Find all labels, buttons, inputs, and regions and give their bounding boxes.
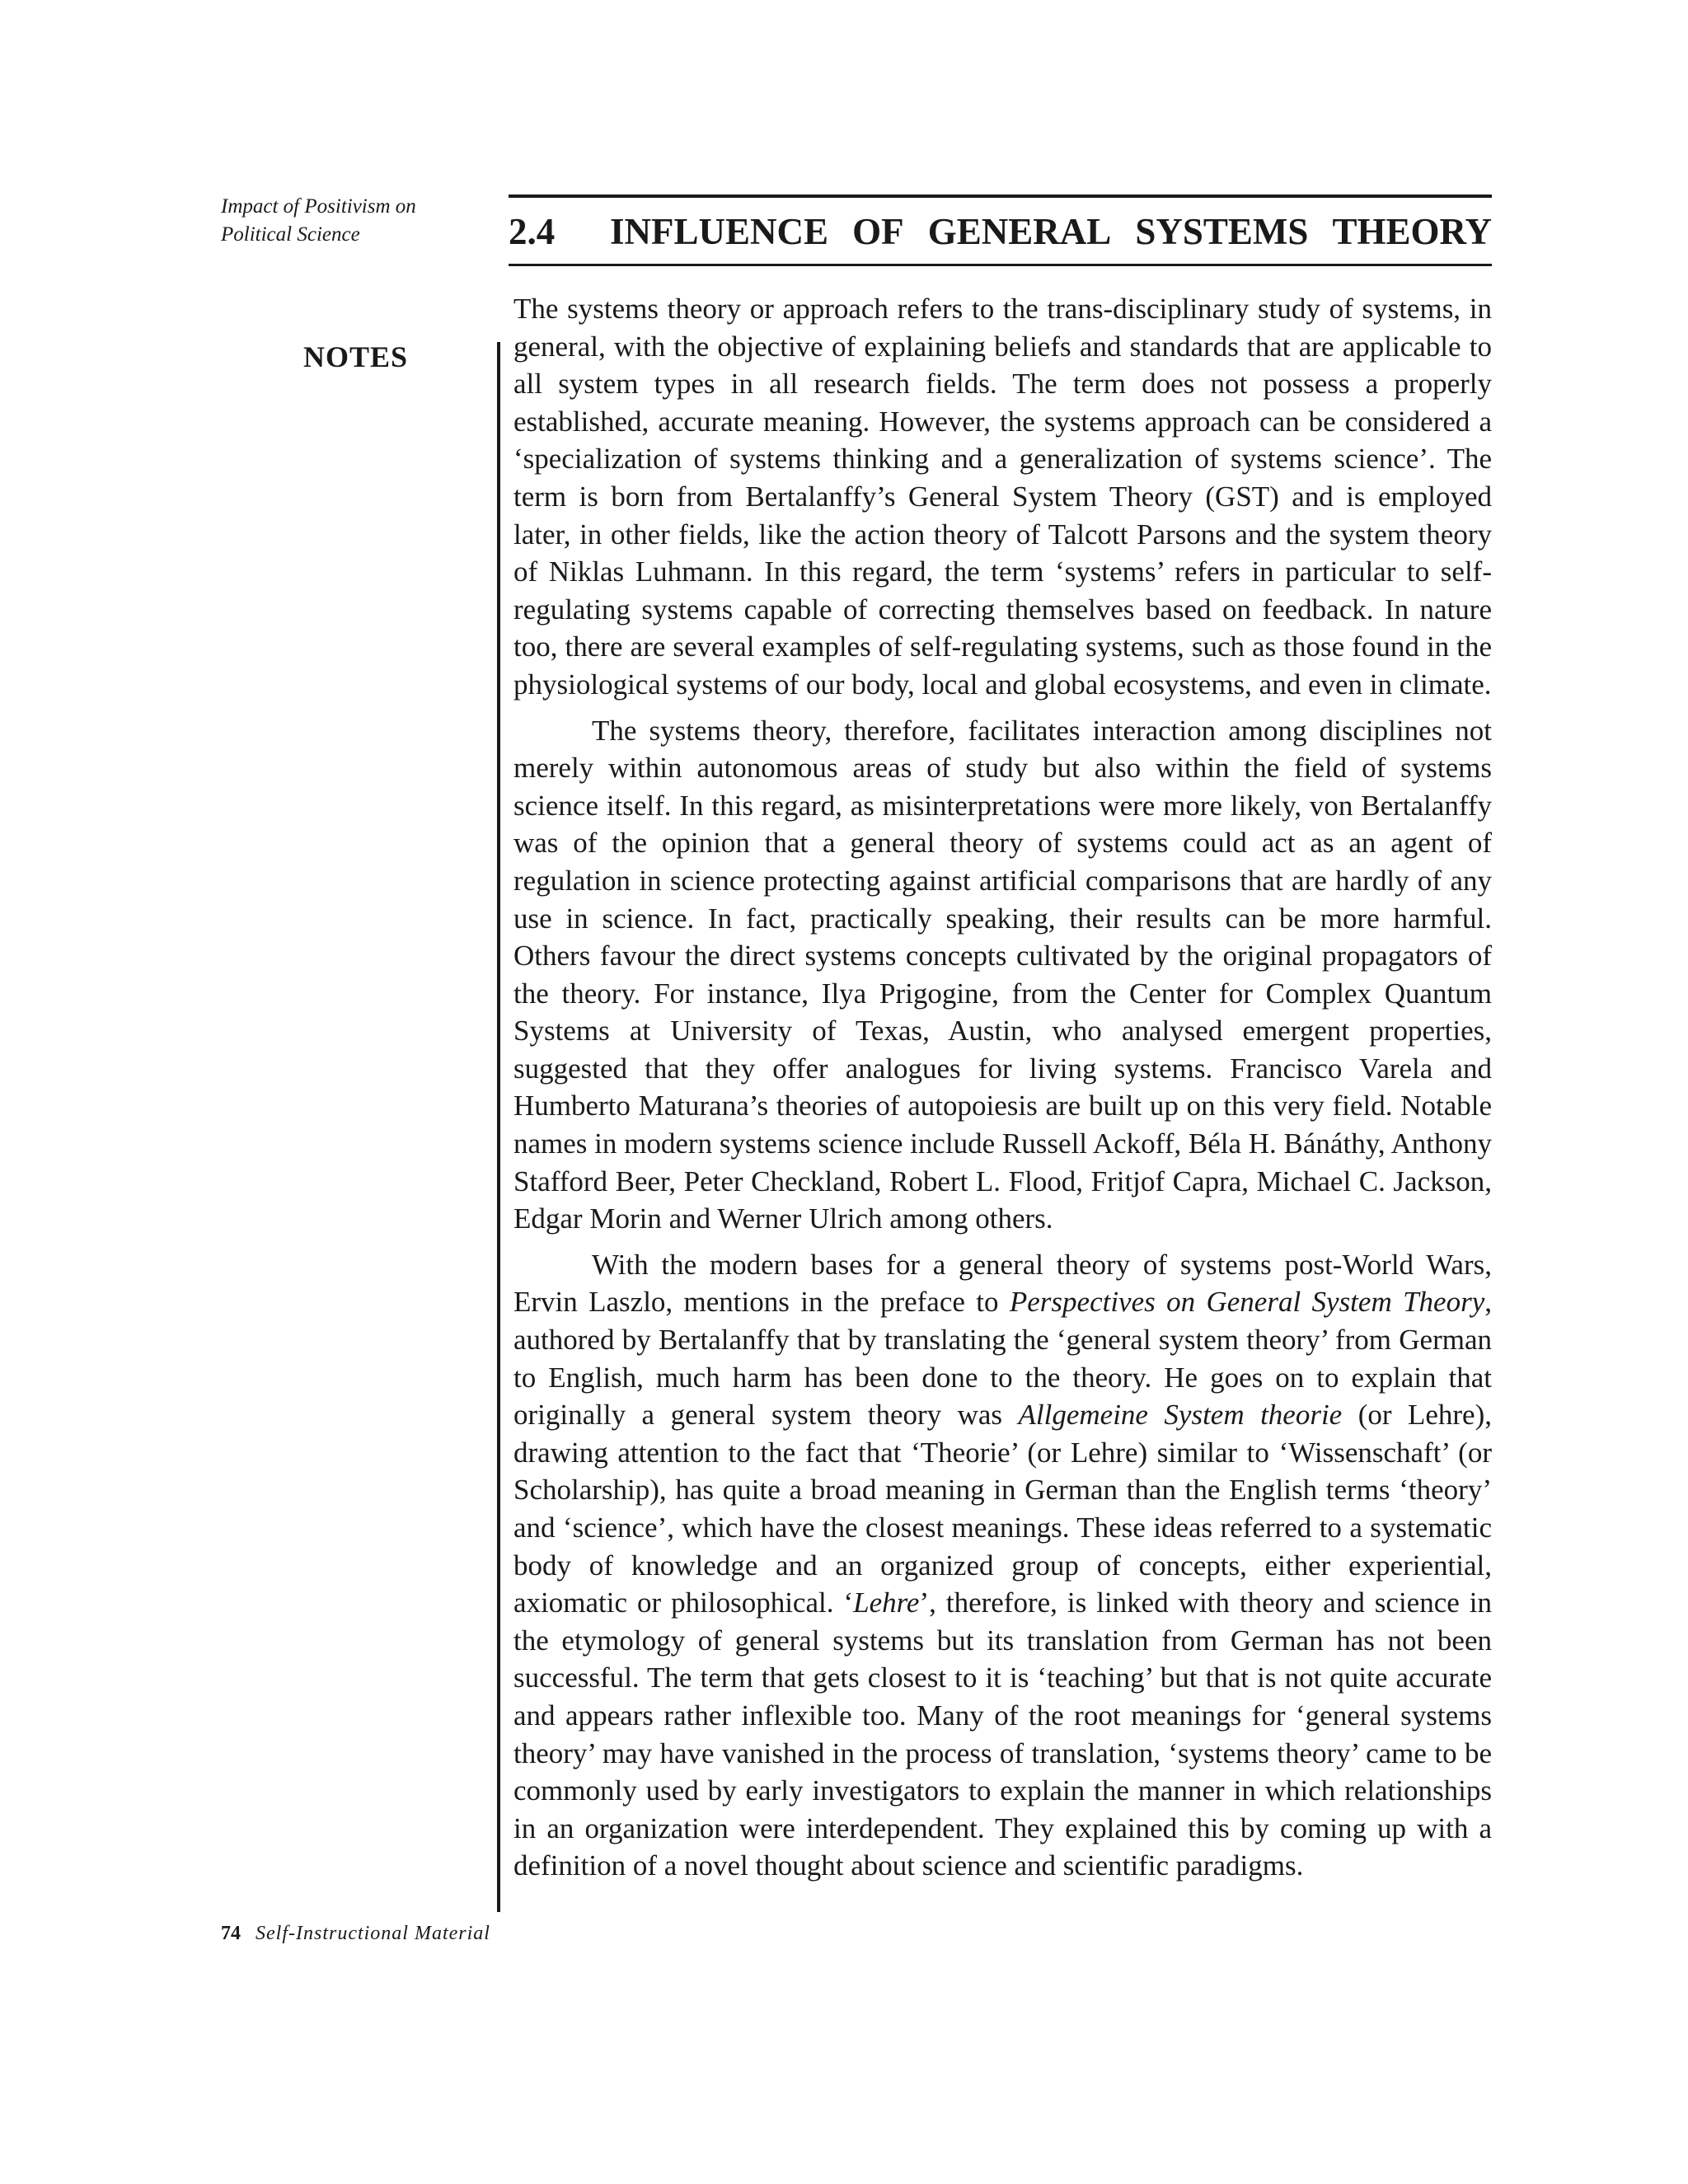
paragraph-3-text: With the modern bases for a general theory of systems post-World Wars, Ervin Laszlo, mentions in the preface to xyxy=(513,1248,1492,1319)
footer-label: Self-Instructional Material xyxy=(256,1923,490,1944)
section-title-word: THEORY xyxy=(1332,211,1492,252)
german-term-italic: Allgemeine System theorie xyxy=(1018,1399,1343,1432)
paragraph-3-text: , authored by Bertalanffy that by translating the ‘general system theory’ from German to English, much harm has been done to the theory. He goes on to explain that originally a general system theory was xyxy=(513,1286,1492,1432)
paragraph-3 xyxy=(513,1246,1492,1885)
running-head-line-1: Impact of Positivism on xyxy=(221,195,416,218)
section-number: 2.4 xyxy=(509,211,556,252)
section-title-word: INFLUENCE xyxy=(610,211,829,252)
running-head xyxy=(221,193,468,249)
heading-top-rule xyxy=(509,194,1492,198)
book-title-italic: Perspectives on General System Theory xyxy=(1009,1286,1485,1319)
section-title xyxy=(610,210,1492,253)
section-title-word: GENERAL xyxy=(927,211,1112,252)
lehre-italic: Lehre xyxy=(853,1586,920,1619)
page-footer xyxy=(221,1923,490,1945)
section-heading xyxy=(509,203,1492,260)
running-head-line-2: Political Science xyxy=(221,223,360,246)
heading-bottom-rule xyxy=(509,264,1492,266)
paragraph-3-text: ’, therefore, is linked with theory and science in the etymology of general systems but its translation from German has not been successful. The term that gets closest to it is ‘teaching’ but that is not quite accurate and appears rather inflexible too. Many of the root meanings for ‘general systems theory’ may have vanished in the process of translation, ‘systems theory’ came to be commonly used by early investigators to explain the manner in which relationships in an organization were interdependent. They explained this by coming up with a definition of a novel thought about science and scientific paradigms. xyxy=(513,1586,1492,1882)
page-number: 74 xyxy=(221,1923,241,1944)
paragraph-1: The systems theory or approach refers to the trans-disciplinary study of systems, in general, with the objective of explaining beliefs and standards that are applicable to all system types in all research fields. The term does not possess a properly established, accurate meaning. However, the systems approach can be considered a ‘specialization of systems thinking and a generalization of systems science’. The term is born from Bertalanffy’s General System Theory (GST) and is employed later, in other fields, like the action theory of Talcott Parsons and the system theory of Niklas Luhmann. In this regard, the term ‘systems’ refers in particular to self-regulating systems capable of correcting themselves based on feedback. In nature too, there are several examples of self-regulating systems, such as those found in the physiological systems of our body, local and global ecosystems, and even in climate. xyxy=(513,293,1492,701)
paragraph-2: The systems theory, therefore, facilitates interaction among disciplines not merely within autonomous areas of study but also within the field of systems science itself. In this regard, as misinterpretations were more likely, von Bertalanffy was of the opinion that a general theory of systems could act as an agent of regulation in science protecting against artificial comparisons that are hardly of any use in science. In fact, practically speaking, their results can be more harmful. Others favour the direct systems concepts cultivated by the original propagators of the theory. For instance, Ilya Prigogine, from the Center for Complex Quantum Systems at University of Texas, Austin, who analysed emergent properties, suggested that they offer analogues for living systems. Francisco Varela and Humberto Maturana’s theories of autopoiesis are built up on this very field. Notable names in modern systems science include Russell Ackoff, Béla H. Bánáthy, Anthony Stafford Beer, Peter Checkland, Robert L. Flood, Fritjof Capra, Michael C. Jackson, Edgar Morin and Werner Ulrich among others. xyxy=(513,714,1492,1235)
paragraph-3-text: (or Lehre), drawing attention to the fact that ‘Theorie’ (or Lehre) similar to ‘Wissenschaft’ (or Scholarship), has quite a broad meaning in German than the English terms ‘theory’ and ‘science’, which have the closest meanings. These ideas referred to a systematic body of knowledge and an organized group of concepts, either experiential, axiomatic or philosophical. ‘ xyxy=(513,1399,1492,1619)
margin-rule xyxy=(497,342,500,1912)
section-title-word: SYSTEMS xyxy=(1135,211,1309,252)
body-text xyxy=(513,290,1492,1893)
notes-label: NOTES xyxy=(303,340,409,373)
section-title-word: OF xyxy=(852,211,904,252)
